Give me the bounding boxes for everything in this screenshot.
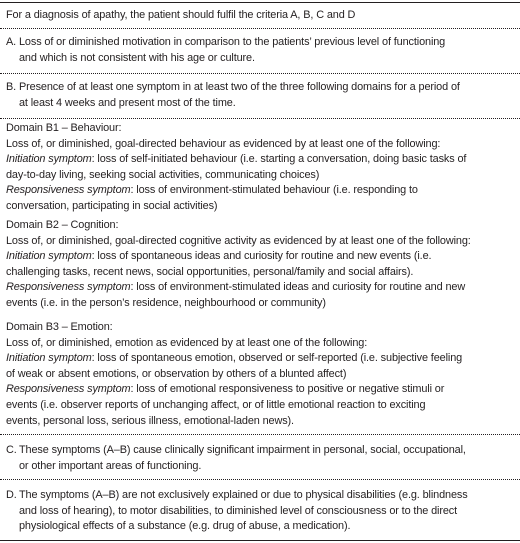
- domain-b3-responsiveness: [6, 382, 516, 398]
- criterion-b-row: [0, 74, 520, 119]
- domain-b3-initiation: [6, 351, 516, 367]
- domain-b3-initiation-cont: of weak or absent emotions, or observation by others of a blunted affect): [6, 367, 347, 380]
- criterion-d-line: physiological effects of a substance (e.g. drug of abuse, a medication).: [19, 520, 351, 533]
- domain-b1-intro: Loss of, or diminished, goal-directed behaviour as evidenced by at least one of the following:: [6, 137, 441, 150]
- criterion-b-line: Presence of at least one symptom in at least two of the three following domains for a period of: [19, 81, 460, 93]
- responsiveness-label: Responsiveness symptom: [6, 184, 131, 197]
- criterion-d-row: [0, 481, 520, 541]
- criterion-c-row: [0, 436, 520, 480]
- criterion-a-row: [0, 29, 520, 74]
- responsiveness-label: Responsiveness symptom: [6, 383, 131, 396]
- domain-b3-responsiveness-cont: events (i.e. observer reports of unchanging affect, or of little emotional reaction to exciting: [6, 398, 426, 411]
- domain-b2-heading: Domain B2 – Cognition:: [6, 219, 119, 231]
- domain-b1-initiation: [6, 152, 516, 168]
- domain-b2-initiation: [6, 249, 516, 265]
- intro-text: For a diagnosis of apathy, the patient should fulfil the criteria A, B, C and D: [6, 9, 356, 21]
- domain-b1-responsiveness: [6, 183, 516, 199]
- initiation-label: Initiation symptom: [6, 250, 92, 263]
- domain-b3-heading: Domain B3 – Emotion:: [6, 321, 113, 333]
- criterion-d-line: and loss of hearing), to motor disabilities, to diminished level of consciousness or to the direct: [19, 504, 458, 517]
- criterion-b-letter: B.: [6, 81, 17, 93]
- initiation-label: Initiation symptom: [6, 153, 92, 166]
- domain-b1-block: [0, 121, 520, 217]
- criterion-b-line: at least 4 weeks and present most of the time.: [19, 96, 236, 109]
- initiation-text: : loss of spontaneous emotion, observed or self-reported (i.e. subjective feeling: [91, 352, 463, 365]
- domain-b2-initiation-cont: challenging tasks, recent news, social opportunities, personal/family and social affairs).: [6, 265, 414, 278]
- criterion-d-line: The symptoms (A–B) are not exclusively explained or due to physical disabilities (e.g. blindness: [19, 489, 468, 501]
- initiation-label: Initiation symptom: [6, 352, 92, 365]
- domain-b3-block: [0, 320, 520, 435]
- domain-b1-heading: Domain B1 – Behaviour:: [6, 122, 122, 134]
- domain-b2-block: [0, 218, 520, 314]
- criterion-c-line: These symptoms (A–B) cause clinically significant impairment in personal, social, occupational,: [19, 444, 466, 456]
- responsiveness-text: : loss of emotional responsiveness to positive or negative stimuli or: [130, 383, 445, 396]
- criterion-d-letter: D.: [6, 489, 17, 501]
- domain-b1-responsiveness-cont: conversation, participating in social activities): [6, 199, 218, 212]
- criterion-a-letter: A.: [6, 36, 17, 48]
- domain-b2-responsiveness-cont: events (i.e. in the person’s residence, neighbourhood or community): [6, 296, 326, 309]
- domain-b1-initiation-cont: day-to-day living, seeking social activities, communicating choices): [6, 168, 320, 181]
- domain-b3-intro: Loss of, or diminished, emotion as evidenced by at least one of the following:: [6, 336, 368, 349]
- criterion-a-line: Loss of or diminished motivation in comparison to the patients’ previous level of functioning: [19, 36, 446, 48]
- criterion-c-letter: C.: [6, 444, 17, 456]
- criterion-a-line: and which is not consistent with his age or culture.: [19, 51, 255, 64]
- domain-b2-responsiveness: [6, 280, 516, 296]
- initiation-text: : loss of self-initiated behaviour (i.e. starting a conversation, doing basic tasks of: [91, 153, 467, 166]
- intro-row: [0, 2, 520, 29]
- responsiveness-label: Responsiveness symptom: [6, 281, 131, 294]
- domain-b2-intro: Loss of, or diminished, goal-directed cognitive activity as evidenced by at least one of the following:: [6, 234, 471, 247]
- responsiveness-text: : loss of environment-stimulated behaviour (i.e. responding to: [130, 184, 418, 197]
- domain-b3-responsiveness-cont: events, personal loss, serious illness, emotional-laden news).: [6, 414, 294, 427]
- criterion-c-line: or other important areas of functioning.: [19, 459, 202, 472]
- initiation-text: : loss of spontaneous ideas and curiosity for routine and new events (i.e.: [91, 250, 432, 263]
- responsiveness-text: : loss of environment-stimulated ideas and curiosity for routine and new: [130, 281, 466, 294]
